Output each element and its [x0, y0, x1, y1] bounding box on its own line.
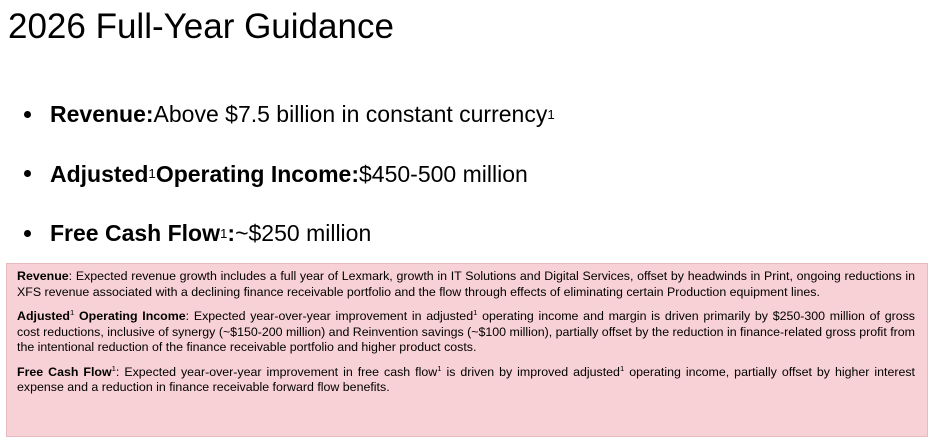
bullet-revenue: Revenue: Above $7.5 billion in constant currency 1: [22, 85, 555, 145]
footnote-marker: 1: [473, 308, 478, 318]
footnote-marker: 1: [111, 363, 116, 373]
note-revenue: [17, 269, 915, 300]
bullet-free-cash-flow: Free Cash Flow 1 : ~$250 million: [22, 204, 555, 264]
note-free-cash-flow: [17, 365, 915, 396]
footnote-marker: 1: [619, 363, 625, 373]
bullet-free-cash-flow-label: Free Cash Flow: [50, 220, 220, 247]
bullet-operating-income-text: $450-500 million: [359, 160, 528, 187]
guidance-notes-box: [6, 263, 928, 437]
note-operating-income-label-a: Adjusted: [17, 309, 71, 323]
bullet-dot-icon: [24, 170, 31, 177]
note-operating-income: [17, 309, 915, 356]
footnote-marker: 1: [437, 363, 442, 373]
note-operating-income-text-a: : Expected year-over-year improvement in adjusted: [185, 309, 474, 323]
note-operating-income-label-b: Operating Income: [74, 309, 186, 323]
bullet-operating-income-label-a: Adjusted: [50, 160, 149, 187]
slide-title: 2026 Full-Year Guidance: [8, 7, 394, 46]
bullet-revenue-label: Revenue:: [50, 101, 154, 128]
bullet-revenue-text: Above $7.5 billion in constant currency: [153, 101, 548, 128]
note-operating-income-text-b: operating income and margin is driven primarily by $250-300 million of gross cost reductions, inclusive of synergy (~$150-200 million) and Reinvention savings (~$100 million), partially offset by the reduction in finance-related gross profit from the intentional reduction of the finance receivable portfolio and higher product costs.: [17, 309, 916, 354]
note-revenue-label: Revenue: [17, 269, 69, 283]
footnote-marker: 1: [70, 308, 75, 318]
bullet-operating-income-label-b: Operating Income:: [155, 160, 360, 187]
bullet-free-cash-flow-text: ~$250 million: [235, 220, 372, 247]
bullet-dot-icon: [24, 230, 31, 237]
bullet-free-cash-flow-colon: :: [227, 220, 236, 247]
guidance-bullet-list: [22, 85, 555, 264]
note-free-cash-flow-text-a: : Expected year-over-year improvement in free cash flow: [115, 364, 438, 379]
note-free-cash-flow-label: Free Cash Flow: [17, 364, 112, 379]
note-free-cash-flow-text-c: operating income, partially offset by higher interest expense and a reduction in finance receivable forward flow benefits.: [17, 364, 916, 394]
note-free-cash-flow-text-b: is driven by improved adjusted: [441, 364, 620, 379]
bullet-dot-icon: [24, 111, 31, 118]
bullet-operating-income: Adjusted 1 Operating Income: $450-500 million: [22, 145, 555, 205]
note-revenue-text: : Expected revenue growth includes a full year of Lexmark, growth in IT Solutions and Digital Services, offset by headwinds in Print, ongoing reductions in XFS revenue associated with a declining finance receivable portfolio and the flow through effects of eliminating certain Production equipment lines.: [17, 269, 915, 299]
